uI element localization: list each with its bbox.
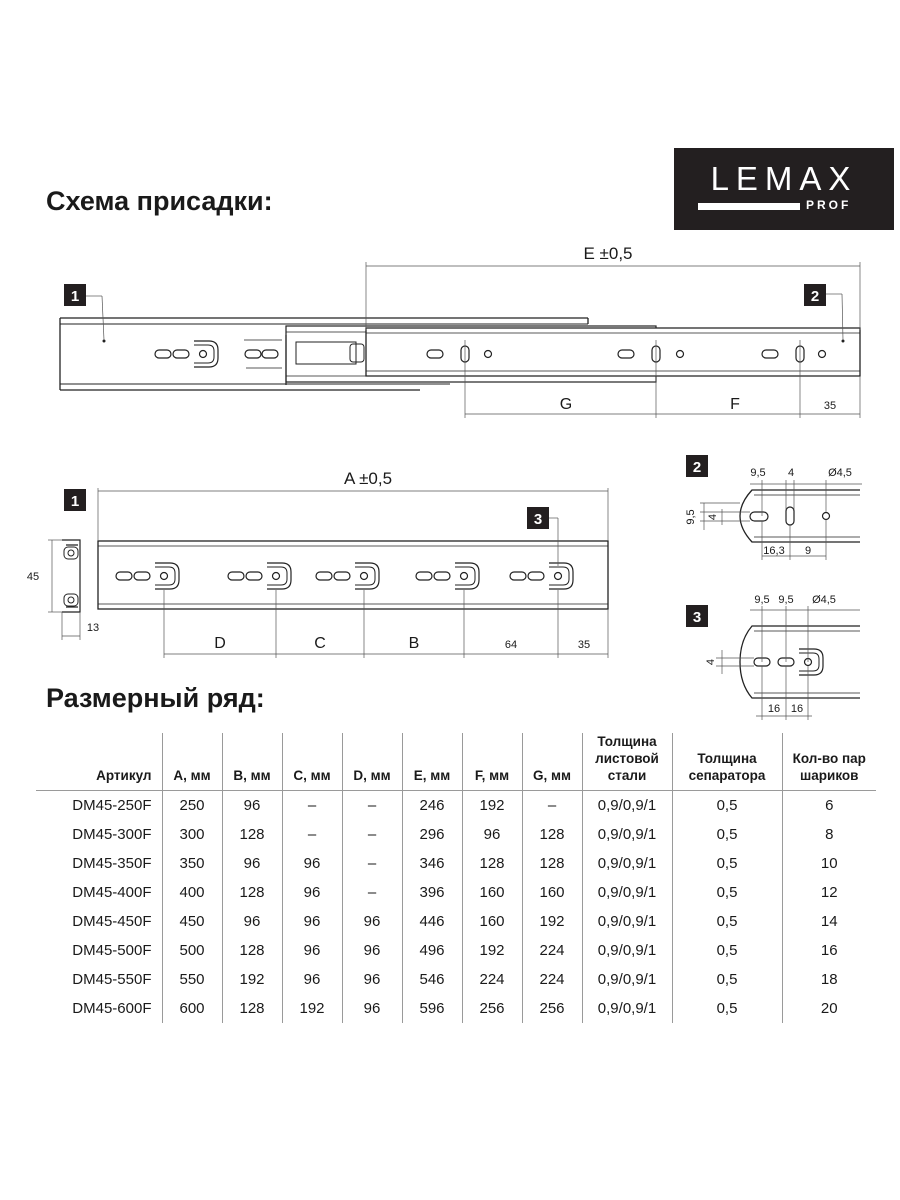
table-cell: 96 [282, 936, 342, 965]
table-cell: 18 [782, 965, 876, 994]
table-cell: 0,5 [672, 791, 782, 821]
table-cell: 0,5 [672, 936, 782, 965]
dim-f-label: F [730, 396, 740, 413]
article-cell: DM45-600F [72, 1000, 152, 1017]
table-cell: 128 [222, 820, 282, 849]
article-cell: DM45-500F [72, 942, 152, 959]
table-cell: 96 [342, 936, 402, 965]
col-header: B, мм [222, 733, 282, 791]
table-cell: 192 [222, 965, 282, 994]
table-cell: – [282, 820, 342, 849]
table-row [36, 936, 876, 965]
dim-35-bottom: 35 [577, 639, 591, 651]
table-cell: – [522, 791, 582, 821]
table-cell: 14 [782, 907, 876, 936]
callout-2-detail-label: 2 [692, 459, 702, 476]
table-cell: 550 [162, 965, 222, 994]
article-cell: DM45-550F [72, 971, 152, 988]
col-header: Толщина сепаратора [672, 733, 782, 791]
table-cell: 350 [162, 849, 222, 878]
heading-drilling-scheme: Схема присадки: [46, 186, 273, 216]
article-cell: DM45-300F [72, 826, 152, 843]
table-cell: 16 [782, 936, 876, 965]
detail-3-drawing [740, 626, 860, 698]
detail2-d4: 4 [787, 467, 795, 479]
table-cell: 160 [462, 907, 522, 936]
col-header: E, мм [402, 733, 462, 791]
table-cell: 128 [222, 936, 282, 965]
col-header: C, мм [282, 733, 342, 791]
table-cell: 546 [402, 965, 462, 994]
table-cell: 128 [522, 820, 582, 849]
table-cell: 0,9/0,9/1 [582, 878, 672, 907]
detail3-d95a: 9,5 [754, 594, 770, 606]
table-cell: 0,5 [672, 820, 782, 849]
table-cell: 6 [782, 791, 876, 821]
table-cell: 0,9/0,9/1 [582, 994, 672, 1023]
article-cell: DM45-350F [72, 855, 152, 872]
table-row [36, 791, 876, 821]
dim-g-label: G [559, 396, 573, 413]
table-cell: 96 [462, 820, 522, 849]
dim-c-label: C [314, 635, 326, 652]
table-row [36, 878, 876, 907]
table-cell: 450 [162, 907, 222, 936]
table-cell: 0,5 [672, 878, 782, 907]
table-cell: 346 [402, 849, 462, 878]
table-cell: 0,5 [672, 849, 782, 878]
table-cell: 0,5 [672, 994, 782, 1023]
detail-2-drawing [740, 490, 860, 542]
table-cell: 596 [402, 994, 462, 1023]
table-header-row [36, 733, 876, 791]
table-cell: 0,9/0,9/1 [582, 820, 672, 849]
dim-35-top: 35 [823, 400, 837, 412]
table-row [36, 820, 876, 849]
col-header: G, мм [522, 733, 582, 791]
table-cell: 400 [162, 878, 222, 907]
table-cell: 128 [462, 849, 522, 878]
dim-a-label: A ±0,5 [343, 469, 393, 488]
table-row [36, 907, 876, 936]
table-cell: 0,9/0,9/1 [582, 791, 672, 821]
detail3-dia: Ø4,5 [812, 594, 836, 606]
dim-d-label: D [214, 635, 226, 652]
dim-64-label: 64 [504, 639, 518, 651]
dim-13-label: 13 [86, 622, 100, 634]
logo-subtitle: PROF [806, 198, 852, 212]
table-cell: 192 [462, 936, 522, 965]
table-cell: 396 [402, 878, 462, 907]
table-cell: 96 [342, 965, 402, 994]
table-cell: – [342, 820, 402, 849]
table-cell: 496 [402, 936, 462, 965]
article-cell: DM45-250F [72, 797, 152, 814]
table-cell: 296 [402, 820, 462, 849]
callout-3-detail-label: 3 [692, 609, 702, 626]
col-header: D, мм [342, 733, 402, 791]
callout-3-bottom-label: 3 [533, 511, 543, 528]
table-cell: 224 [522, 965, 582, 994]
table-cell: – [282, 791, 342, 821]
table-cell: 96 [282, 907, 342, 936]
table-cell: 20 [782, 994, 876, 1023]
cabinet-member-drawing [62, 540, 608, 612]
col-header: Артикул [96, 768, 152, 783]
table-row [36, 965, 876, 994]
detail2-v95: 9,5 [685, 509, 697, 525]
detail2-dia: Ø4,5 [828, 467, 852, 479]
table-cell: 0,9/0,9/1 [582, 849, 672, 878]
table-cell: 0,9/0,9/1 [582, 936, 672, 965]
table-cell: 192 [282, 994, 342, 1023]
table-cell: 192 [522, 907, 582, 936]
callout-2-top-label: 2 [810, 288, 820, 305]
size-range-table [36, 733, 876, 1023]
table-cell: 0,9/0,9/1 [582, 965, 672, 994]
table-cell: 10 [782, 849, 876, 878]
table-cell: – [342, 849, 402, 878]
table-cell: 224 [522, 936, 582, 965]
logo-wordmark: LEMAX [710, 160, 858, 197]
table-cell: 256 [522, 994, 582, 1023]
col-header: F, мм [462, 733, 522, 791]
col-header: Толщина листовой стали [582, 733, 672, 791]
article-cell: DM45-400F [72, 884, 152, 901]
table-cell: – [342, 791, 402, 821]
table-cell: 192 [462, 791, 522, 821]
col-header: A, мм [162, 733, 222, 791]
table-cell: 160 [462, 878, 522, 907]
table-cell: 600 [162, 994, 222, 1023]
table-cell: 96 [342, 994, 402, 1023]
table-cell: 250 [162, 791, 222, 821]
detail3-d95b: 9,5 [778, 594, 794, 606]
callout-1-top-label: 1 [70, 288, 80, 305]
table-cell: 446 [402, 907, 462, 936]
detail2-v4: 4 [707, 513, 719, 521]
table-cell: 500 [162, 936, 222, 965]
table-cell: 300 [162, 820, 222, 849]
detail2-d95: 9,5 [750, 467, 766, 479]
heading-size-range: Размерный ряд: [46, 683, 265, 713]
table-cell: 96 [222, 791, 282, 821]
table-cell: 96 [222, 849, 282, 878]
detail-3-dimensions [716, 606, 860, 720]
table-cell: – [342, 878, 402, 907]
dim-45-label: 45 [26, 571, 40, 583]
table-cell: 96 [282, 965, 342, 994]
table-cell: 224 [462, 965, 522, 994]
detail3-d16b: 16 [790, 703, 804, 715]
table-cell: 96 [282, 878, 342, 907]
table-cell: 128 [522, 849, 582, 878]
full-runner-drawing [60, 318, 860, 390]
table-row [36, 994, 876, 1023]
detail3-v4: 4 [705, 658, 717, 666]
table-cell: 160 [522, 878, 582, 907]
col-header: Кол-во пар шариков [782, 733, 876, 791]
detail3-d16a: 16 [767, 703, 781, 715]
table-cell: 128 [222, 994, 282, 1023]
table-cell: 256 [462, 994, 522, 1023]
table-cell: 96 [282, 849, 342, 878]
table-cell: 8 [782, 820, 876, 849]
table-cell: 96 [222, 907, 282, 936]
table-cell: 246 [402, 791, 462, 821]
table-cell: 12 [782, 878, 876, 907]
article-cell: DM45-450F [72, 913, 152, 930]
callout-1-bottom-label: 1 [70, 493, 80, 510]
dim-b-label: B [408, 635, 420, 652]
table-cell: 0,9/0,9/1 [582, 907, 672, 936]
table-row [36, 849, 876, 878]
detail2-d9: 9 [804, 545, 812, 557]
dim-e-label: E ±0,5 [583, 244, 633, 263]
table-cell: 0,5 [672, 907, 782, 936]
table-cell: 128 [222, 878, 282, 907]
table-cell: 0,5 [672, 965, 782, 994]
detail2-d163: 16,3 [763, 545, 785, 557]
table-cell: 96 [342, 907, 402, 936]
